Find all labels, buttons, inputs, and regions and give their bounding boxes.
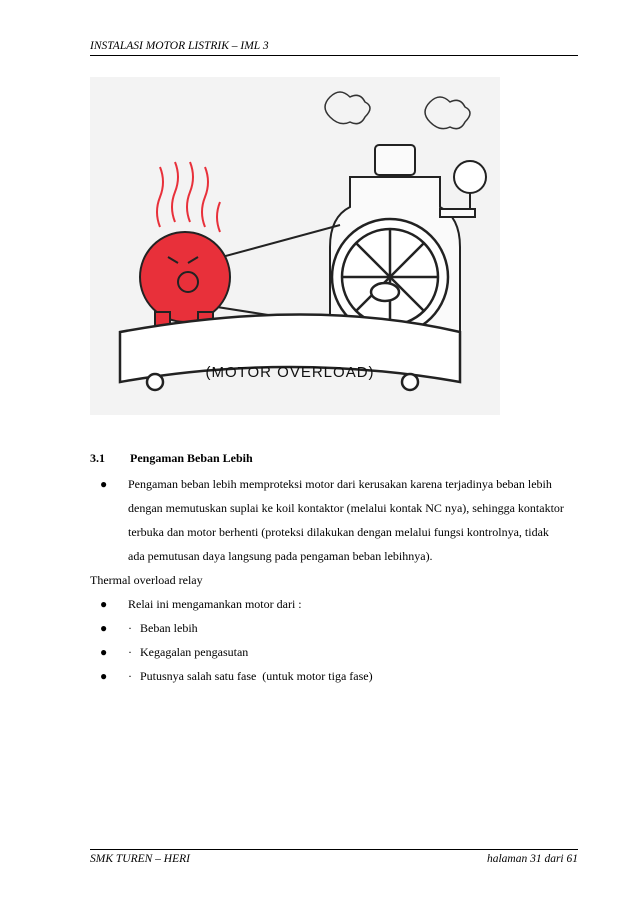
page-header	[90, 40, 578, 56]
bullet-icon: ●	[100, 597, 108, 611]
motor-overload-illustration	[90, 77, 500, 415]
intro-bullet-text: Pengaman beban lebih memproteksi motor dari kerusakan karena terjadinya beban lebih dengan memutuskan suplai ke koil kontaktor (melalui kontak NC nya), sehingga kontaktor terbuka dan motor berhenti (proteksi dilakukan dengan melalui fungsi kontrolnya, tidak ada pemutusan daya langsung pada pengaman beban lebihnya).	[128, 477, 564, 563]
section-heading	[90, 446, 578, 470]
footer-page-number: halaman 31 dari 61	[486, 853, 578, 865]
banner-text: (MOTOR OVERLOAD)	[205, 364, 375, 381]
bullet-icon: ●	[100, 645, 108, 659]
sub-marker: ·	[128, 621, 132, 635]
pressure-gauge	[454, 161, 486, 209]
relay-bullet	[90, 592, 578, 616]
steam-clouds	[325, 92, 470, 129]
sub-item-text: Putusnya salah satu fase (untuk motor tiga fase)	[140, 669, 373, 683]
sub-item-text: Beban lebih	[140, 621, 198, 635]
heat-lines	[157, 162, 220, 232]
intro-bullet	[90, 472, 578, 568]
red-motor	[140, 232, 230, 332]
illustration-svg	[90, 77, 500, 415]
sub-marker: ·	[128, 645, 132, 659]
header-title: INSTALASI MOTOR LISTRIK – IML 3	[90, 40, 269, 52]
relay-bullet-text: Relai ini mengamankan motor dari :	[128, 597, 302, 611]
thermal-label: Thermal overload relay	[90, 573, 203, 587]
sub-marker: ·	[128, 669, 132, 683]
sub-item	[90, 664, 578, 688]
sub-item-text: Kegagalan pengasutan	[140, 645, 249, 659]
bullet-icon: ●	[100, 621, 108, 635]
section-number: 3.1	[90, 451, 105, 465]
sub-item	[90, 640, 578, 664]
page-footer	[90, 849, 578, 865]
sub-item	[90, 616, 578, 640]
section-3-1	[90, 446, 578, 688]
section-title: Pengaman Beban Lebih	[130, 451, 253, 465]
bullet-icon: ●	[100, 477, 108, 491]
footer-left: SMK TUREN – HERI	[90, 853, 190, 865]
bullet-icon: ●	[100, 669, 108, 683]
